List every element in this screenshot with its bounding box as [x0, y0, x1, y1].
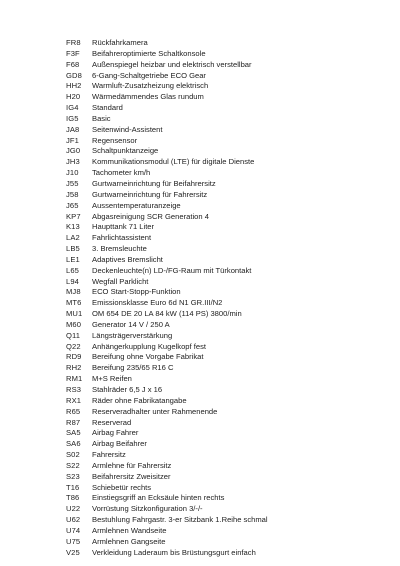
option-code: GD8 [66, 70, 82, 80]
list-item [66, 342, 386, 353]
option-code: S02 [66, 450, 80, 460]
list-item [66, 255, 386, 266]
option-code: KP7 [66, 211, 81, 221]
option-description: Anhängerkupplung Kugelkopf fest [92, 341, 206, 351]
option-description: Armlehnen Gangseite [92, 536, 166, 546]
list-item [66, 309, 386, 320]
option-code: RX1 [66, 395, 82, 405]
list-item [66, 320, 386, 331]
list-item [66, 385, 386, 396]
list-item [66, 168, 386, 179]
option-code: J10 [66, 168, 79, 178]
option-description: Gurtwarneinrichtung für Fahrersitz [92, 189, 208, 199]
option-description: Reserveradhalter unter Rahmenende [92, 406, 218, 416]
option-description: Bestuhlung Fahrgastr. 3-er Sitzbank 1.Reihe schmal [92, 515, 268, 525]
option-code: L65 [66, 265, 79, 275]
option-description: Deckenleuchte(n) LD-/FG-Raum mit Türkontakt [92, 265, 252, 275]
option-description: Beifahreroptimierte Schaltkonsole [92, 48, 206, 58]
option-code: SA5 [66, 428, 81, 438]
option-description: OM 654 DE 20 LA 84 kW (114 PS) 3800/min [92, 309, 242, 319]
option-description: Abgasreinigung SCR Generation 4 [92, 211, 209, 221]
list-item [66, 363, 386, 374]
list-item [66, 407, 386, 418]
option-code: FR8 [66, 38, 81, 47]
list-item [66, 418, 386, 429]
option-code: U74 [66, 525, 81, 535]
option-code: LE1 [66, 254, 80, 264]
option-code: JG0 [66, 146, 81, 156]
list-item [66, 38, 386, 49]
option-description: Kommunikationsmodul (LTE) für digitale Dienste [92, 157, 255, 167]
option-description: Wegfall Parklicht [92, 276, 149, 286]
option-description: Standard [92, 103, 123, 113]
option-description: Reserverad [92, 417, 132, 427]
option-description: Haupttank 71 Liter [92, 222, 155, 232]
option-description: Einstiegsgriff an Ecksäule hinten rechts [92, 493, 225, 503]
list-item [66, 201, 386, 212]
option-description: Gurtwarneinrichtung für Beifahrersitz [92, 178, 216, 188]
option-description: M+S Reifen [92, 374, 132, 384]
list-item [66, 483, 386, 494]
list-item [66, 244, 386, 255]
list-item [66, 146, 386, 157]
option-description: Tachometer km/h [92, 168, 151, 178]
option-description: Stahlräder 6,5 J x 16 [92, 385, 163, 394]
list-item [66, 157, 386, 168]
option-code: JF1 [66, 135, 79, 145]
option-description: Aussentemperaturanzeige [92, 200, 181, 210]
option-code: Q11 [66, 330, 81, 340]
option-code: L94 [66, 276, 79, 286]
option-code: RM1 [66, 374, 83, 384]
option-description: Airbag Fahrer [92, 428, 139, 438]
list-item [66, 331, 386, 342]
option-description: 6-Gang-Schaltgetriebe ECO Gear [92, 70, 206, 80]
option-description: Längsträgerverstärkung [92, 330, 173, 340]
option-code: LB5 [66, 244, 80, 254]
list-item [66, 179, 386, 190]
option-code: SA6 [66, 439, 81, 449]
list-item [66, 136, 386, 147]
option-code: S22 [66, 460, 80, 470]
option-code: U75 [66, 536, 81, 546]
option-code: V25 [66, 547, 80, 557]
option-code: U62 [66, 515, 81, 525]
option-code: Q22 [66, 341, 81, 351]
list-item [66, 298, 386, 309]
list-item [66, 114, 386, 125]
list-item [66, 526, 386, 537]
list-item [66, 266, 386, 277]
list-item [66, 439, 386, 450]
option-code: RD9 [66, 352, 82, 362]
option-code: R87 [66, 417, 81, 427]
option-description: 3. Bremsleuchte [92, 244, 147, 254]
option-code: RS3 [66, 385, 82, 394]
list-item [66, 450, 386, 461]
option-code: F68 [66, 59, 80, 69]
equipment-code-list [66, 38, 386, 559]
option-description: Seitenwind-Assistent [92, 124, 163, 134]
option-code: M60 [66, 319, 82, 329]
list-item [66, 548, 386, 559]
option-description: Rückfahrkamera [92, 38, 148, 47]
option-code: K13 [66, 222, 80, 232]
list-item [66, 277, 386, 288]
option-code: T86 [66, 493, 80, 503]
list-item [66, 222, 386, 233]
option-description: Emissionsklasse Euro 6d N1 GR.III/N2 [92, 298, 223, 308]
option-code: JA8 [66, 124, 80, 134]
option-code: HH2 [66, 81, 82, 91]
option-code: R65 [66, 406, 81, 416]
option-description: Außenspiegel heizbar und elektrisch verstellbar [92, 59, 252, 69]
option-description: Beifahrersitz Zweisitzer [92, 471, 171, 481]
option-description: Regensensor [92, 135, 138, 145]
option-description: Bereifung ohne Vorgabe Fabrikat [92, 352, 204, 362]
list-item [66, 287, 386, 298]
list-item [66, 374, 386, 385]
list-item [66, 461, 386, 472]
option-code: IG4 [66, 103, 79, 113]
option-description: Armlehne für Fahrersitz [92, 460, 172, 470]
list-item [66, 92, 386, 103]
option-description: Generator 14 V / 250 A [92, 319, 170, 329]
option-code: T16 [66, 482, 80, 492]
option-code: IG5 [66, 113, 79, 123]
list-item [66, 428, 386, 439]
list-item [66, 472, 386, 483]
list-item [66, 212, 386, 223]
list-item [66, 125, 386, 136]
list-item [66, 352, 386, 363]
option-code: J65 [66, 200, 79, 210]
option-description: Fahrlichtassistent [92, 233, 152, 243]
list-item [66, 396, 386, 407]
list-item [66, 81, 386, 92]
option-description: ECO Start-Stopp-Funktion [92, 287, 181, 297]
list-item [66, 190, 386, 201]
option-code: J58 [66, 189, 79, 199]
option-description: Wärmedämmendes Glas rundum [92, 92, 204, 102]
list-item [66, 60, 386, 71]
option-description: Adaptives Bremslicht [92, 254, 163, 264]
option-description: Warmluft-Zusatzheizung elektrisch [92, 81, 209, 91]
list-item [66, 103, 386, 114]
option-code: MT6 [66, 298, 82, 308]
option-code: RH2 [66, 363, 82, 373]
option-description: Airbag Beifahrer [92, 439, 147, 449]
option-description: Räder ohne Fabrikatangabe [92, 395, 187, 405]
option-description: Fahrersitz [92, 450, 126, 460]
option-description: Schiebetür rechts [92, 482, 152, 492]
list-item [66, 493, 386, 504]
option-description: Bereifung 235/65 R16 C [92, 363, 174, 373]
list-item [66, 233, 386, 244]
option-code: J55 [66, 178, 79, 188]
option-code: U22 [66, 504, 81, 514]
option-description: Basic [92, 113, 111, 123]
option-description: Armlehnen Wandseite [92, 525, 167, 535]
list-item [66, 49, 386, 60]
option-code: H20 [66, 92, 81, 102]
list-item [66, 504, 386, 515]
option-code: LA2 [66, 233, 80, 243]
option-code: F3F [66, 48, 80, 58]
list-item [66, 71, 386, 82]
option-description: Schaltpunktanzeige [92, 146, 159, 156]
option-code: MU1 [66, 309, 83, 319]
option-code: MJ8 [66, 287, 81, 297]
list-item [66, 515, 386, 526]
option-description: Verkleidung Laderaum bis Brüstungsgurt einfach [92, 547, 256, 557]
option-description: Vorrüstung Sitzkonfiguration 3/-/- [92, 504, 203, 514]
option-code: S23 [66, 471, 80, 481]
option-code: JH3 [66, 157, 80, 167]
list-item [66, 537, 386, 548]
